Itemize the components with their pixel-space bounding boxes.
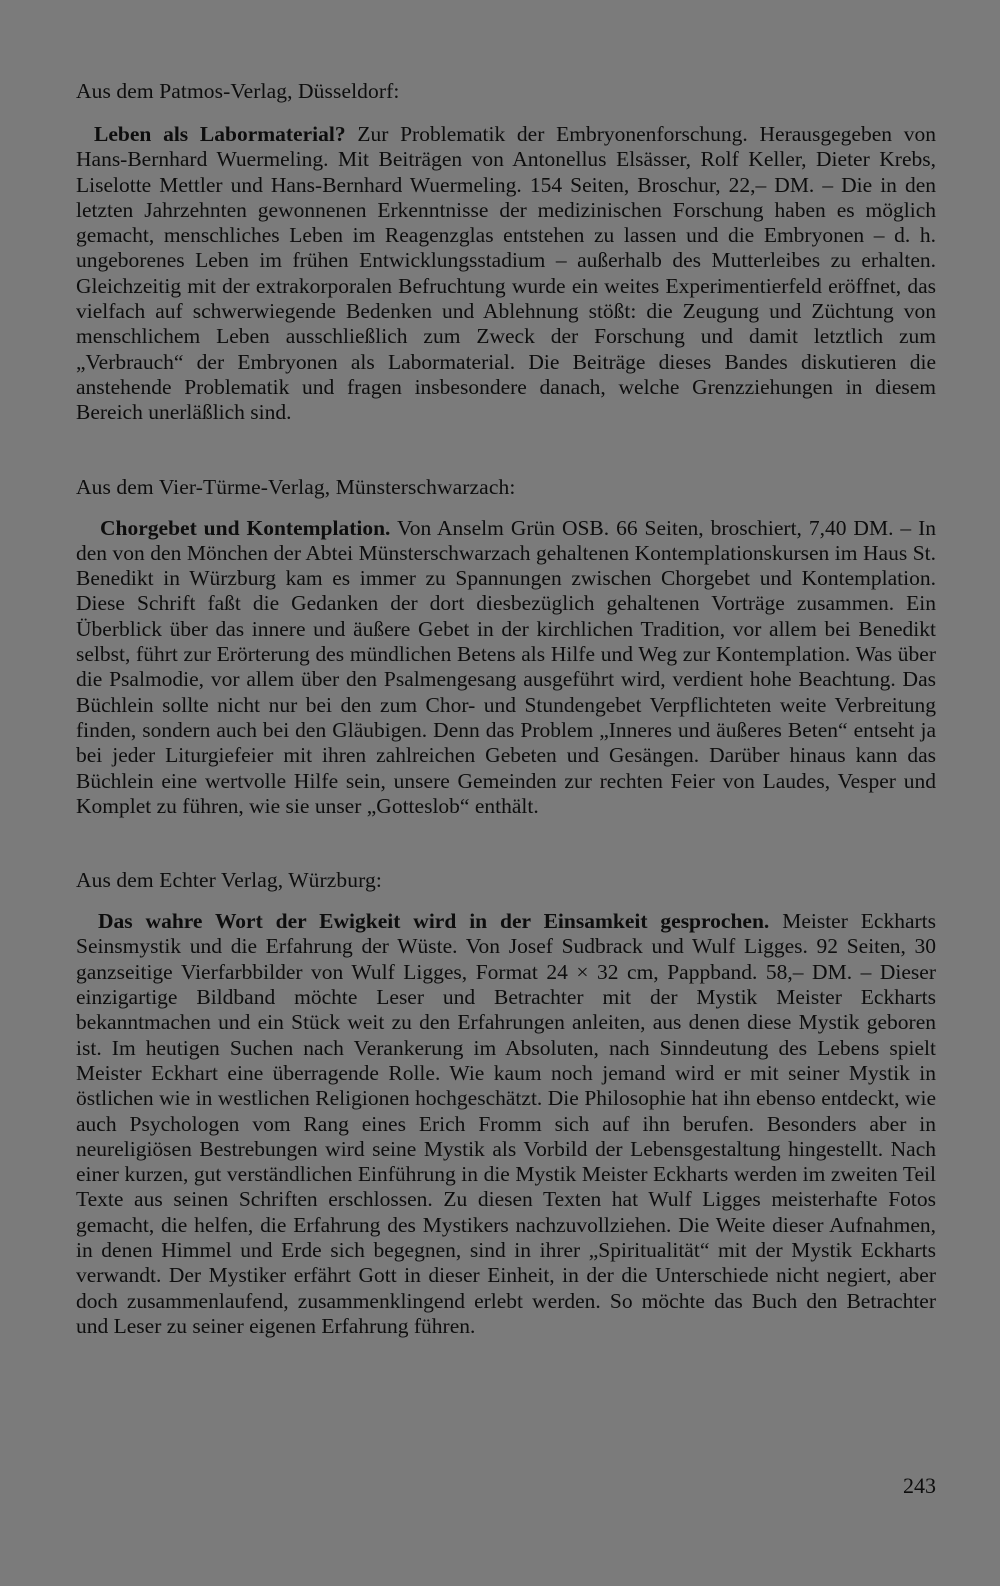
page-content [76, 78, 936, 1339]
book-title: Leben als Labormaterial? [94, 122, 346, 146]
page-number: 243 [903, 1473, 936, 1498]
book-title: Das wahre Wort der Ewigkeit wird in der Einsamkeit gesprochen. [98, 909, 770, 934]
review-section [76, 78, 936, 426]
review-entry [76, 122, 936, 426]
publisher-heading: Aus dem Echter Verlag, Würzburg: [76, 868, 382, 893]
review-entry [76, 909, 936, 1339]
book-title: Chorgebet und Kontemplation. [100, 515, 391, 540]
review-text: Von Anselm Grün OSB. 66 Seiten, broschiert, 7,40 DM. – In den von den Mönchen der Abtei Münsterschwarzach gehaltenen Kontemplationskursen im Haus St. Benedikt in Würzburg kam es immer zu Spannungen zwischen Chorgebet und Kontemplation. Diese Schrift faßt die Gedanken der dort diesbezüglich gehaltenen Vorträge zusammen. Ein Überblick über das innere und äußere Gebet in der kirchlichen Tradition, vor allem bei Benedikt selbst, führt zur Erörterung des mündlichen Betens als Hilfe und Weg zur Kontemplation. Was über die Psalmodie, vor allem über den Psalmengesang ausgeführt wird, verdient hohe Beachtung. Das Büchlein sollte nicht nur bei den zum Chor- und Stundengebet Verpflichteten weite Verbreitung finden, sondern auch bei den Gläubigen. Denn das Problem „Inneres und äußeres Beten“ entseht ja bei jeder Liturgiefeier mit ihren zahlreichen Gebeten und Gesängen. Darüber hinaus kann das Büchlein eine wertvolle Hilfe sein, unsere Gemeinden zur rechten Feier von Laudes, Vesper und Komplet zu führen, wie sie unser „Gotteslob“ enthält. [76, 515, 936, 818]
review-entry [76, 516, 936, 820]
review-text: Meister Eckharts Seinsmystik und die Erfahrung der Wüste. Von Josef Sudbrack und Wulf Ligges. 92 Seiten, 30 ganzseitige Vierfarbbilder von Wulf Ligges, Format 24 × 32 cm, Pappband. 58,– DM. – Dieser einzigartige Bildband möchte Leser und Betrachter mit der Mystik Meister Eckharts bekanntmachen und ein Stück weit zu den Erfahrungen anleiten, aus denen diese Mystik geboren ist. Im heutigen Suchen nach Verankerung im Absoluten, nach Sinndeutung des Lebens spielt Meister Eckhart eine überragende Rolle. Wie kaum noch jemand wird er mit seiner Mystik in östlichen wie in westlichen Religionen hochgeschätzt. Die Philosophie hat ihn ebenso entdeckt, wie auch Psychologen vom Rang eines Erich Fromm sich auf ihn berufen. Besonders aber in neureligiösen Bestrebungen wird seine Mystik als Vorbild der Lebensgestaltung hingestellt. Nach einer kurzen, gut verständlichen Einführung in die Mystik Meister Eckharts werden im zweiten Teil Texte aus seinen Schriften erschlossen. Zu diesen Texten hat Wulf Ligges meisterhafte Fotos gemacht, die helfen, die Erfahrung des Mystikers nachzuvollziehen. Die Weite dieser Aufnahmen, in denen Himmel und Erde sich begegnen, sind in ihrer „Spiritualität“ mit der Mystik Eckharts verwandt. Der Mystiker erfährt Gott in dieser Einheit, in der die Unterschiede nicht negiert, aber doch zusammenlaufend, zusammenklingend erlebt werden. So möchte das Buch den Betrachter und Leser zu seiner eigenen Erfahrung führen. [76, 909, 936, 1338]
review-section [76, 867, 936, 1339]
review-text: Zur Problematik der Embryonenforschung. Herausgegeben von Hans-Bernhard Wuermeling. Mit Beiträgen von Antonellus Elsässer, Rolf Keller, Dieter Krebs, Liselotte Mettler und Hans-Bernhard Wuermeling. 154 Seiten, Broschur, 22,– DM. – Die in den letzten Jahrzehnten gewonnenen Erkenntnisse der medizinischen Forschung haben es möglich gemacht, menschliches Leben im Reagenzglas entstehen zu lassen und die Embryonen – d. h. ungeborenes Leben im frühen Entwicklungsstadium – außerhalb des Mutterleibes zu erhalten. Gleichzeitig mit der extrakorporalen Befruchtung wurde ein weites Experimentierfeld eröffnet, das vielfach auf schwerwiegende Bedenken und Ablehnung stößt: die Zeugung und Züchtung von menschlichem Leben ausschließlich zum Zweck der Forschung und damit letztlich zum „Verbrauch“ der Embryonen als Labormaterial. Die Beiträge dieses Bandes diskutieren die anstehende Problematik und fragen insbesondere danach, welche Grenzziehungen in diesem Bereich unerläßlich sind. [76, 122, 937, 425]
publisher-heading: Aus dem Patmos-Verlag, Düsseldorf: [76, 79, 400, 103]
publisher-heading: Aus dem Vier-Türme-Verlag, Münsterschwarzach: [76, 474, 516, 499]
review-section [76, 474, 936, 820]
